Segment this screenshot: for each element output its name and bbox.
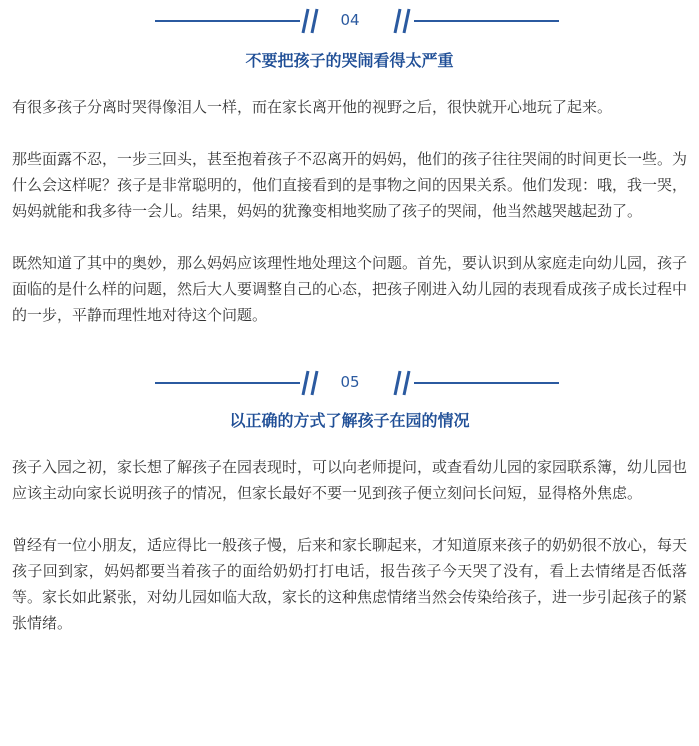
- divider-line-right: [414, 20, 559, 22]
- divider-line-left: [155, 382, 300, 384]
- paragraph: 孩子入园之初，家长想了解孩子在园表现时，可以向老师提问，或查看幼儿园的家园联系簿，幼儿园也应该主动向家长说明孩子的情况，但家长最好不要一见到孩子便立刻问长问短，显得格外焦虑。: [12, 458, 688, 502]
- paragraph: 曾经有一位小朋友，适应得比一般孩子慢，后来和家长聊起来，才知道原来孩子的奶奶很不放心，每天孩子回到家，妈妈都要当着孩子的面给奶奶打打电话，报告孩子今天哭了没有，看上去情绪是否低落等。家长如此紧张，对幼儿园如临大敌，家长的这种焦虑情绪当然会传染给孩子，进一步引起孩子的紧张情绪。: [12, 536, 688, 632]
- divider-line-left: [155, 20, 300, 22]
- section-title: 不要把孩子的哭闹看得太严重: [245, 51, 454, 70]
- section-title: 以正确的方式了解孩子在园的情况: [229, 411, 470, 430]
- section-number: 04: [340, 11, 360, 29]
- section-number: 05: [340, 373, 360, 391]
- paragraph: 有很多孩子分离时哭得像泪人一样，而在家长离开他的视野之后，很快就开心地玩了起来。: [12, 98, 613, 116]
- paragraph: 既然知道了其中的奥妙，那么妈妈应该理性地处理这个问题。首先，要认识到从家庭走向幼儿园，孩子面临的是什么样的问题，然后大人要调整自己的心态，把孩子刚进入幼儿园的表现看成孩子成长过程中的一步，平静而理性地对待这个问题。: [12, 254, 688, 324]
- double-slash-icon: [392, 370, 414, 396]
- double-slash-icon: [392, 8, 414, 34]
- double-slash-icon: [300, 370, 322, 396]
- section-04: [12, 0, 687, 328]
- section-header: [12, 6, 687, 36]
- section-05: [12, 328, 687, 636]
- section-header: [12, 368, 687, 398]
- paragraph: 那些面露不忍，一步三回头，甚至抱着孩子不忍离开的妈妈，他们的孩子往往哭闹的时间更长一些。为什么会这样呢？孩子是非常聪明的，他们直接看到的是事物之间的因果关系。他们发现：哦，我一哭，妈妈就能和我多待一会儿。结果，妈妈的犹豫变相地奖励了孩子的哭闹，他当然越哭越起劲了。: [12, 150, 688, 220]
- double-slash-icon: [300, 8, 322, 34]
- divider-line-right: [414, 382, 559, 384]
